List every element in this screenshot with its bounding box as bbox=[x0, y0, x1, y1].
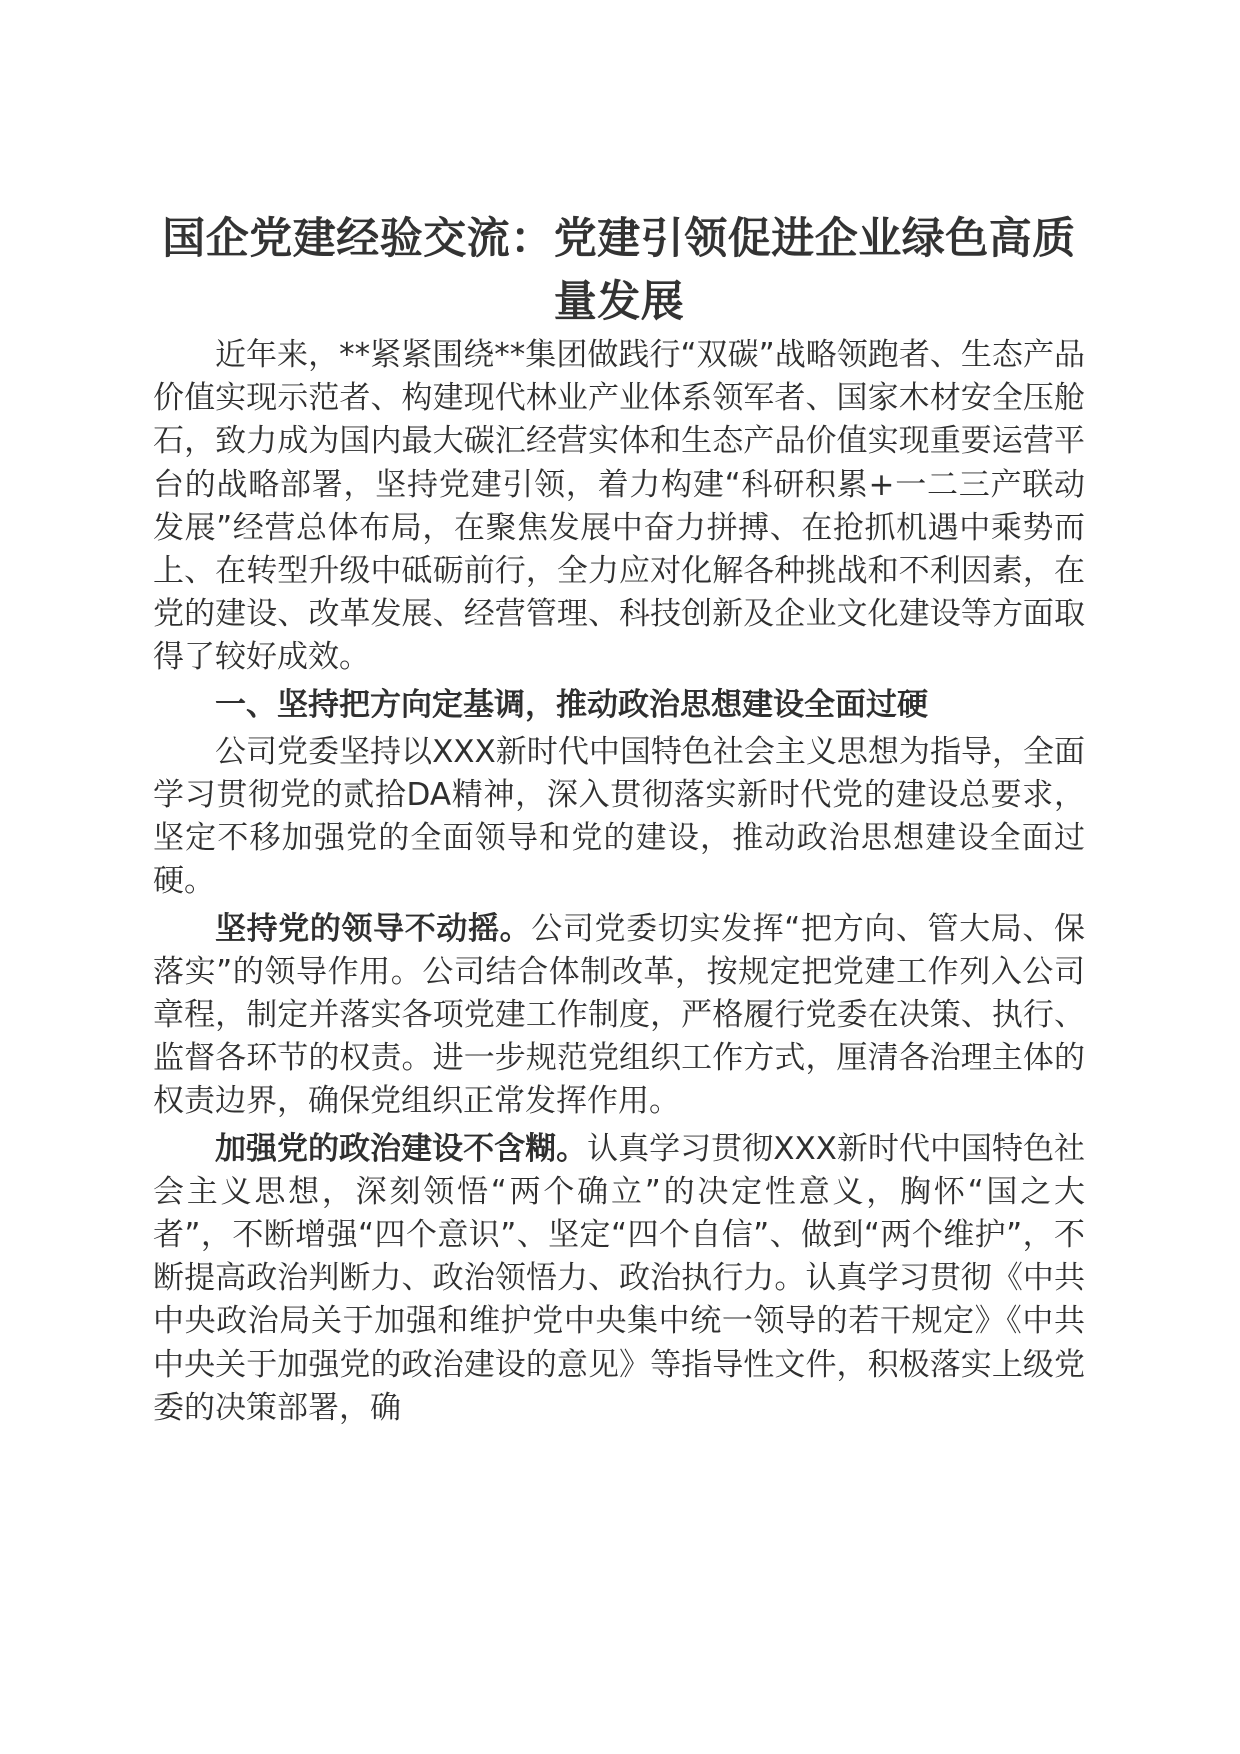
section-1-paragraph-2 bbox=[153, 908, 1085, 1124]
section-1-paragraph-3 bbox=[153, 1128, 1085, 1430]
document-page bbox=[153, 208, 1085, 1430]
section-1-paragraph-1: 公司党委坚持以XXX新时代中国特色社会主义思想为指导，全面学习贯彻党的贰拾DA精神，深入贯彻落实新时代党的建设总要求，坚定不移加强党的全面领导和党的建设，推动政治思想建设全面过硬。 bbox=[153, 733, 1085, 900]
intro-paragraph: 近年来，**紧紧围绕**集团做践行“双碳”战略领跑者、生态产品价值实现示范者、构建现代林业产业体系领军者、国家木材安全压舱石，致力成为国内最大碳汇经营实体和生态产品价值实现重要运营平台的战略部署，坚持党建引领，着力构建“科研积累+一二三产联动发展”经营总体布局，在聚焦发展中奋力拼搏、在抢抓机遇中乘势而上、在转型升级中砥砺前行，全力应对化解各种挑战和不利因素，在党的建设、改革发展、经营管理、科技创新及企业文化建设等方面取得了较好成效。 bbox=[153, 337, 1085, 676]
section-1-heading: 一、坚持把方向定基调，推动政治思想建设全面过硬 bbox=[215, 686, 928, 723]
paragraph-2-lead: 坚持党的领导不动摇。 bbox=[215, 910, 532, 947]
document-title: 国企党建经验交流：党建引领促进企业绿色高质量发展 bbox=[162, 214, 1076, 327]
paragraph-3-body: 认真学习贯彻XXX新时代中国特色社会主义思想，深刻领悟“两个确立”的决定性意义，胸怀“国之大者”，不断增强“四个意识”、坚定“四个自信”、做到“两个维护”，不断提高政治判断力、政治领悟力、政治执行力。认真学习贯彻《中共中央政治局关于加强和维护党中央集中统一领导的若干规定》《中共中央关于加强党的政治建设的意见》等指导性文件，积极落实上级党委的决策部署，确 bbox=[153, 1130, 1086, 1426]
paragraph-2-body: 公司党委切实发挥“把方向、管大局、保落实”的领导作用。公司结合体制改革，按规定把党建工作列入公司章程，制定并落实各项党建工作制度，严格履行党委在决策、执行、监督各环节的权责。进一步规范党组织工作方式，厘清各治理主体的权责边界，确保党组织正常发挥作用。 bbox=[153, 910, 1086, 1120]
paragraph-3-lead: 加强党的政治建设不含糊。 bbox=[215, 1130, 588, 1167]
